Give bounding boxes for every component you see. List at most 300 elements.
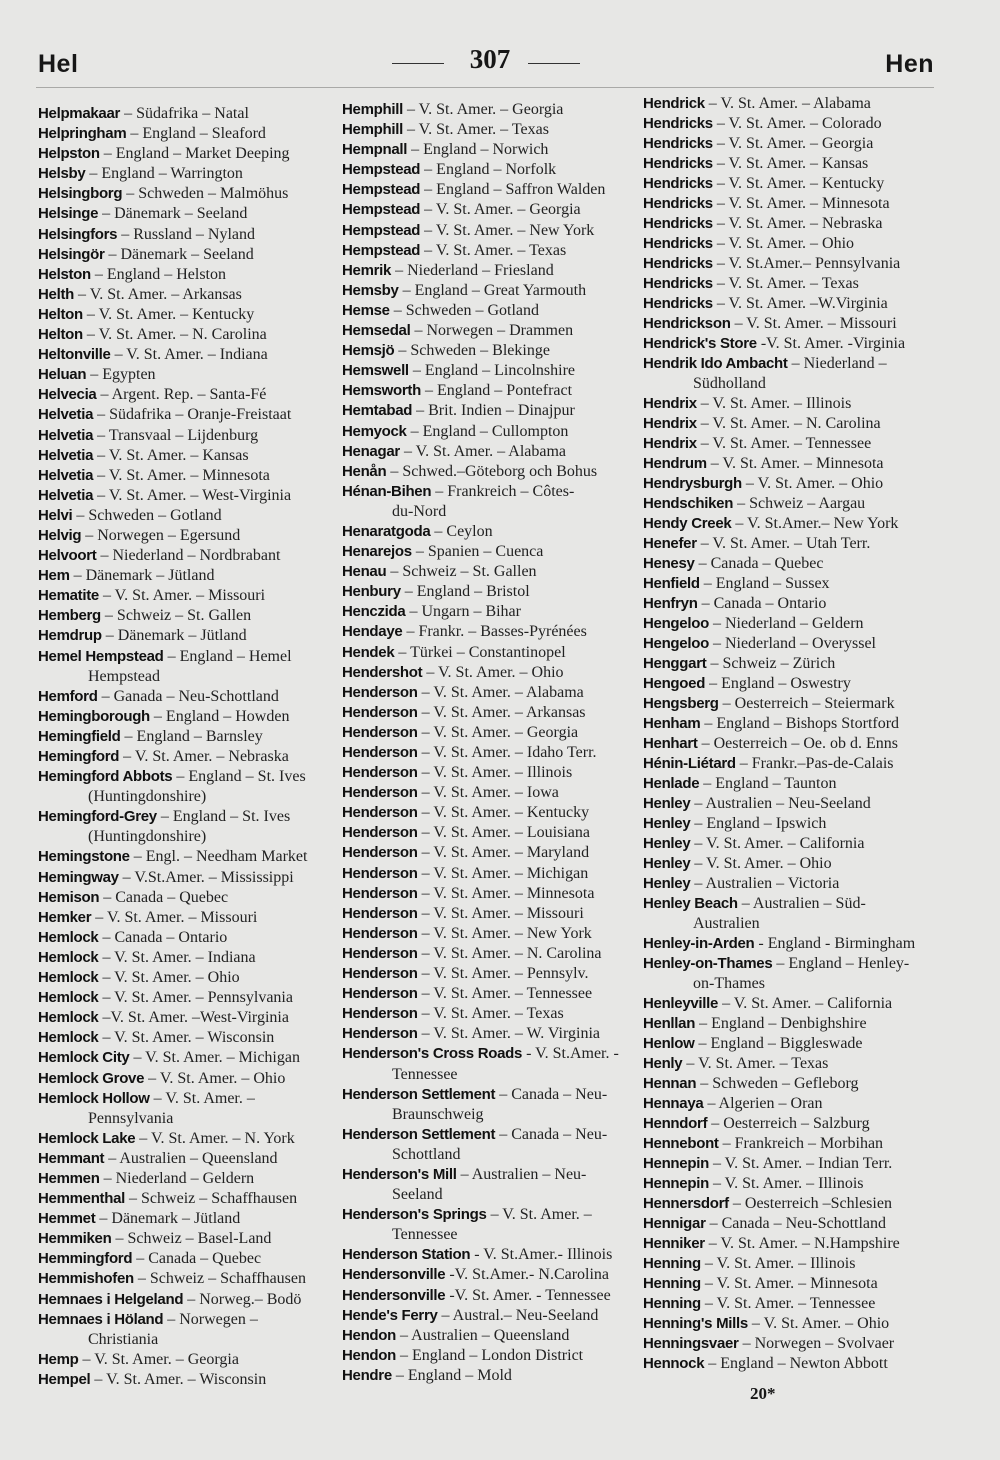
entry-line — [643, 834, 935, 854]
entry-location: – V. St. Amer. – Nebraska — [123, 748, 289, 765]
entry-line — [342, 160, 634, 180]
entry-name: Hemsedal — [342, 322, 411, 340]
entry-text — [38, 1229, 271, 1249]
entry-text — [342, 643, 566, 663]
entry-location: – V. St. Amer. – Alabama — [708, 95, 871, 112]
entry-name: Henfryn — [643, 595, 698, 612]
entry-name: Hemrik — [342, 261, 392, 279]
entry-name: Hennepin — [643, 1155, 709, 1172]
entry-name: Henning — [643, 1255, 701, 1272]
entry-location: -V. St. Amer. - Tennessee — [449, 1286, 611, 1304]
entry-text — [38, 727, 263, 747]
entry-location: – V. St. Amer. – Kansas — [716, 155, 869, 172]
entry-location: – V. St. Amer. – N. York — [139, 1129, 295, 1147]
entry-name: Henderson — [342, 924, 418, 942]
entry-location: – England – Howden — [153, 707, 290, 725]
entry-name: Hemel Hempstead — [38, 647, 164, 665]
entry-text — [643, 154, 868, 174]
entry-text — [342, 381, 572, 401]
gazetteer-entry — [643, 854, 935, 874]
entry-name: Hempstead — [342, 221, 421, 239]
entry-name: Hemyock — [342, 422, 407, 440]
entry-location: – Schweden – Blekinge — [398, 342, 550, 360]
entry-text — [342, 1306, 598, 1326]
entry-line — [643, 794, 935, 814]
entry-name: Hendersonville — [342, 1266, 446, 1284]
gazetteer-entry — [643, 454, 935, 474]
entry-line — [342, 763, 634, 783]
entry-line — [342, 622, 634, 642]
entry-name: Helpston — [38, 145, 100, 163]
gazetteer-entry — [643, 174, 935, 194]
entry-line — [38, 1350, 331, 1370]
entry-location: – V. St. Amer. – Ohio — [716, 235, 855, 252]
gazetteer-entry — [38, 164, 331, 184]
entry-text — [643, 394, 851, 414]
gazetteer-entry — [38, 526, 331, 546]
gazetteer-entry — [342, 462, 634, 482]
entry-line — [342, 1366, 634, 1386]
entry-line — [38, 385, 331, 405]
entry-text — [38, 948, 256, 968]
gazetteer-entry — [643, 1274, 935, 1294]
gazetteer-entry — [38, 586, 331, 606]
entry-location: – Australien – Süd- — [741, 895, 866, 912]
entry-location: – Schweiz – Schaffhausen — [137, 1270, 306, 1288]
gazetteer-entry — [38, 727, 331, 747]
entry-location: – England – Barnsley — [124, 727, 263, 745]
entry-text — [342, 1044, 619, 1064]
gazetteer-entry — [38, 426, 331, 446]
entry-name: Henleyville — [643, 995, 719, 1012]
entry-line — [38, 1169, 331, 1189]
gazetteer-entry — [342, 1346, 634, 1366]
entry-line — [643, 114, 935, 134]
entry-text — [342, 1004, 564, 1024]
entry-location: – Brit. Indien – Dinajpur — [416, 402, 575, 420]
entry-location: – V. St. Amer. – Indian Terr. — [712, 1155, 893, 1172]
entry-location: – Egypten — [90, 366, 156, 384]
entry-line — [643, 994, 935, 1014]
entry-line — [38, 426, 331, 446]
entry-text — [38, 626, 247, 646]
entry-text — [342, 984, 592, 1004]
entry-line — [38, 305, 331, 325]
entry-line — [342, 1245, 634, 1265]
entry-line — [643, 1294, 935, 1314]
entry-name: Helvetia — [38, 486, 94, 504]
entry-continuation: on-Thames — [693, 975, 765, 992]
entry-text — [342, 1366, 512, 1386]
gazetteer-entry — [38, 405, 331, 425]
entry-name: Henhart — [643, 735, 698, 752]
entry-line — [38, 124, 331, 144]
entry-name: Helvecia — [38, 386, 97, 404]
entry-location: – V. St. Amer. – Illinois — [704, 1255, 856, 1272]
entry-name: Hendricks — [643, 175, 713, 192]
entry-name: Henley-on-Thames — [643, 955, 773, 972]
entry-location: – V. St. Amer. – Louisiana — [421, 824, 590, 842]
gazetteer-entry — [342, 864, 634, 884]
entry-line — [38, 546, 331, 566]
entry-name: Henaratgoda — [342, 522, 431, 540]
entry-line — [342, 783, 634, 803]
entry-location: – Norwegen – — [167, 1310, 258, 1328]
entry-line — [38, 968, 331, 988]
gazetteer-entry — [643, 214, 935, 234]
entry-text — [342, 1286, 611, 1306]
entry-location: – V. St. Amer. – West-Virginia — [97, 486, 292, 504]
entry-name: Hemingford-Grey — [38, 808, 157, 826]
entry-name: Hemingway — [38, 868, 119, 886]
entry-line — [643, 154, 935, 174]
entry-name: Henley — [643, 795, 691, 812]
entry-text — [38, 365, 156, 385]
entry-location: – Australien – Neu- — [460, 1165, 587, 1183]
entry-name: Henderson's Cross Roads — [342, 1045, 523, 1063]
entry-location: – V. St. Amer. – Nebraska — [716, 215, 883, 232]
gazetteer-entry — [38, 265, 331, 285]
entry-name: Hempnall — [342, 141, 408, 159]
gazetteer-entry — [643, 1234, 935, 1254]
gazetteer-entry — [342, 401, 634, 421]
entry-text — [643, 1054, 828, 1074]
entry-location: – England – Hemel — [167, 647, 292, 665]
entry-name: Hendricks — [643, 295, 713, 312]
entry-location: – V. St. Amer. – Alabama — [403, 442, 567, 460]
entry-name: Henau — [342, 563, 387, 581]
entry-text — [342, 622, 587, 642]
entry-text — [643, 934, 915, 954]
entry-location: – Russland – Nyland — [121, 225, 255, 243]
gazetteer-entry — [643, 1034, 935, 1054]
entry-line — [38, 928, 331, 948]
entry-text — [342, 482, 574, 502]
entry-text — [342, 120, 549, 140]
gazetteer-entry — [643, 394, 935, 414]
entry-name: Hemlock — [38, 969, 99, 987]
entry-name: Hemlock — [38, 989, 99, 1007]
entry-location: – Dänemark – Jütland — [99, 1210, 241, 1228]
entry-location: – England – Sussex — [703, 575, 830, 592]
entry-text — [643, 434, 871, 454]
entry-continuation: du-Nord — [392, 502, 447, 520]
entry-text — [643, 514, 898, 534]
entry-line — [342, 1044, 634, 1064]
entry-text — [643, 874, 839, 894]
entry-text — [38, 546, 280, 566]
entry-line — [643, 714, 935, 734]
entry-location: – V. St. Amer. – Ohio — [102, 969, 240, 987]
entry-line — [643, 534, 935, 554]
entry-line — [643, 574, 935, 594]
entry-text — [342, 321, 573, 341]
entry-text — [38, 164, 243, 184]
gazetteer-entry — [643, 294, 935, 314]
gazetteer-entry — [38, 1129, 331, 1149]
gazetteer-entry — [643, 334, 935, 354]
entry-name: Henham — [643, 715, 701, 732]
entry-line — [643, 1214, 935, 1234]
entry-location: – Engl. – Needham Market — [133, 848, 308, 866]
entry-line — [643, 734, 935, 754]
entry-name: Hendrik Ido Ambacht — [643, 355, 788, 372]
entry-text — [38, 506, 222, 526]
entry-name: Hendricks — [643, 275, 713, 292]
entry-location: – Oesterreich – Steiermark — [722, 695, 895, 712]
entry-location: – V. St. Amer. – Georgia — [406, 101, 564, 118]
entry-location: – Canada – Neu- — [499, 1085, 608, 1103]
entry-name: Henderson's Mill — [342, 1165, 457, 1183]
gazetteer-entry — [342, 602, 634, 622]
entry-text — [643, 1014, 867, 1034]
entry-line — [342, 602, 634, 622]
entry-text — [643, 1254, 855, 1274]
entry-text — [643, 494, 865, 514]
gazetteer-entry — [342, 1125, 634, 1165]
entry-location: – V. St. Amer. – Missouri — [102, 587, 266, 605]
entry-name: Hempstead — [342, 181, 421, 199]
entry-text — [342, 442, 566, 462]
entry-text — [342, 582, 530, 602]
entry-text — [643, 274, 859, 294]
entry-continuation: Hempstead — [88, 667, 160, 685]
entry-text — [38, 1209, 240, 1229]
entry-location: – Austral.– Neu-Seeland — [441, 1306, 599, 1324]
entry-location: – England – Taunton — [703, 775, 837, 792]
entry-location: – Niederland – Overyssel — [712, 635, 876, 652]
entry-name: Henfield — [643, 575, 700, 592]
entry-location: – Schweden – Malmöhus — [126, 185, 289, 203]
entry-text — [38, 1008, 289, 1028]
entry-line — [643, 414, 935, 434]
entry-name: Henczida — [342, 603, 406, 621]
entry-text — [342, 1165, 586, 1185]
entry-name: Helvig — [38, 526, 82, 544]
entry-name: Hendrix — [643, 415, 697, 432]
entry-name: Hemford — [38, 687, 98, 705]
entry-line — [38, 868, 331, 888]
entry-line — [342, 1205, 634, 1225]
entry-name: Henning's Mills — [643, 1315, 748, 1332]
gazetteer-entry — [38, 687, 331, 707]
gazetteer-entry — [342, 964, 634, 984]
entry-location: – England – Norfolk — [424, 161, 557, 179]
entry-name: Helvi — [38, 506, 73, 524]
entry-location: – V. St. Amer. – Alabama — [421, 683, 584, 701]
entry-text — [38, 104, 249, 124]
entry-line — [643, 234, 935, 254]
entry-location: – Frankr. – Basses-Pyrénées — [406, 623, 587, 641]
entry-text — [342, 663, 564, 683]
entry-location: – Oesterreich –Schlesien — [732, 1195, 892, 1212]
entry-line — [643, 874, 935, 894]
entry-line — [643, 1174, 935, 1194]
gazetteer-entry — [38, 325, 331, 345]
entry-text — [342, 803, 589, 823]
entry-location: – England – Great Yarmouth — [402, 281, 587, 299]
entry-text — [643, 614, 864, 634]
gazetteer-entry — [342, 482, 634, 522]
entry-location: – V. St. Amer. – Ohio — [148, 1069, 286, 1087]
gazetteer-entry — [643, 1354, 935, 1374]
entry-text — [38, 1310, 258, 1330]
gazetteer-entry — [643, 154, 935, 174]
entry-line — [342, 823, 634, 843]
entry-location: – V. St. Amer. – N. Carolina — [421, 944, 602, 962]
entry-text — [38, 225, 255, 245]
entry-name: Hennebont — [643, 1135, 719, 1152]
gazetteer-entry — [342, 361, 634, 381]
entry-text — [643, 1174, 863, 1194]
entry-line — [342, 120, 634, 140]
entry-text — [643, 454, 884, 474]
gazetteer-entry — [38, 385, 331, 405]
entry-line — [643, 334, 935, 354]
entry-text — [38, 988, 293, 1008]
entry-text — [643, 694, 895, 714]
entry-line — [38, 586, 331, 606]
entry-text — [342, 944, 602, 964]
entry-location: – V. St. Amer. – Ohio — [751, 1315, 890, 1332]
entry-location: – V. St. Amer. – Illinois — [712, 1175, 864, 1192]
entry-line — [38, 1129, 331, 1149]
entry-location: – Südafrika – Natal — [124, 105, 249, 122]
entry-name: Henderson — [342, 965, 418, 983]
entry-text — [643, 674, 851, 694]
entry-text — [342, 160, 556, 180]
entry-text — [342, 1205, 592, 1225]
gazetteer-entry — [38, 1350, 331, 1370]
entry-line — [342, 1085, 634, 1105]
gazetteer-entry — [643, 1294, 935, 1314]
entry-location: – V. St. Amer. – Michigan — [421, 864, 589, 882]
gazetteer-entry — [38, 1048, 331, 1068]
entry-line — [38, 606, 331, 626]
entry-location: – V. St. Amer. – Indiana — [102, 948, 256, 966]
entry-text — [342, 180, 605, 200]
entry-name: Henderson Station — [342, 1246, 471, 1264]
entry-name: Hengeloo — [643, 635, 709, 652]
entry-name: Hemberg — [38, 607, 101, 625]
gazetteer-entry — [643, 634, 935, 654]
entry-location: – England – Henley- — [776, 955, 910, 972]
entry-location: – V. St. Amer. – California — [722, 995, 893, 1012]
entry-name: Henderson Settlement — [342, 1125, 496, 1143]
entry-location: -V. St.Amer.- N.Carolina — [449, 1266, 610, 1284]
gazetteer-entry — [643, 414, 935, 434]
entry-text — [342, 1085, 607, 1105]
entry-name: Heluan — [38, 366, 87, 384]
entry-text — [342, 884, 594, 904]
entry-location: – V. St. Amer. – Georgia — [82, 1350, 239, 1368]
entry-location: – Niederland – Geldern — [103, 1169, 255, 1187]
entry-location: –V. St. Amer. –West-Virginia — [102, 1009, 289, 1027]
entry-name: Hennan — [643, 1075, 697, 1092]
gazetteer-entry — [38, 285, 331, 305]
entry-location: - V. St.Amer.- Illinois — [474, 1246, 613, 1264]
entry-name: Hemlock — [38, 928, 99, 946]
entry-name: Hemswell — [342, 362, 409, 380]
entry-location: – V. St. Amer. – Missouri — [734, 315, 897, 332]
gazetteer-entry — [38, 1028, 331, 1048]
entry-name: Henniker — [643, 1235, 705, 1252]
entry-location: – V. St. Amer. – Arkansas — [421, 703, 586, 721]
gazetteer-entry — [643, 934, 935, 954]
entry-line — [38, 707, 331, 727]
entry-line — [38, 888, 331, 908]
entry-name: Hemlock Grove — [38, 1069, 145, 1087]
entry-location: – Norweg.– Bodö — [187, 1290, 302, 1308]
entry-text — [38, 466, 270, 486]
gazetteer-entry — [342, 180, 634, 200]
gazetteer-entry — [643, 1014, 935, 1034]
entry-line — [342, 703, 634, 723]
entry-name: Hengsberg — [643, 695, 719, 712]
entry-name: Hemingborough — [38, 707, 150, 725]
entry-text — [643, 854, 832, 874]
gazetteer-entry — [342, 743, 634, 763]
entry-name: Hendon — [342, 1326, 397, 1344]
entry-location: – Frankreich – Morbihan — [722, 1135, 884, 1152]
entry-location: – Schweiz – St. Gallen — [104, 607, 252, 625]
gazetteer-entry — [342, 522, 634, 542]
gazetteer-entry — [38, 345, 331, 365]
gazetteer-entry — [643, 134, 935, 154]
entry-location: – Schweiz – St. Gallen — [390, 563, 537, 581]
entry-line — [342, 442, 634, 462]
entry-location: – V. St. Amer. – Wisconsin — [102, 1029, 275, 1047]
entry-location: – Canada – Neu- — [499, 1125, 608, 1143]
gazetteer-entry — [643, 894, 935, 934]
entry-text — [38, 687, 279, 707]
entry-location: – Schweiz – Basel-Land — [115, 1230, 272, 1248]
entry-location: – England – Pontefract — [424, 382, 573, 400]
gazetteer-entry — [342, 221, 634, 241]
gazetteer-entry — [38, 204, 331, 224]
entry-location: – England – Helston — [94, 265, 226, 283]
entry-continuation: Schottland — [392, 1145, 461, 1163]
entry-text — [643, 1154, 892, 1174]
entry-name: Helsinge — [38, 205, 99, 223]
gazetteer-entry — [38, 225, 331, 245]
entry-name: Henderson — [342, 784, 418, 802]
gazetteer-entry — [643, 614, 935, 634]
entry-name: Hemmant — [38, 1149, 105, 1167]
entry-text — [643, 1334, 894, 1354]
entry-location: – Ceylon — [434, 522, 493, 540]
gazetteer-entry — [342, 1245, 634, 1265]
entry-text — [38, 1149, 278, 1169]
entry-text — [643, 754, 894, 774]
entry-line — [38, 325, 331, 345]
entry-name: Helvoort — [38, 547, 97, 565]
entry-line — [342, 261, 634, 281]
entry-name: Henderson — [342, 744, 418, 761]
entry-location: – Norwegen – Svolvaer — [742, 1335, 895, 1352]
gazetteer-entry — [342, 1085, 634, 1125]
header-rule — [36, 87, 934, 88]
gazetteer-entry — [643, 474, 935, 494]
gazetteer-entry — [38, 626, 331, 646]
entry-text — [38, 446, 249, 466]
entry-line — [38, 1269, 331, 1289]
entry-line — [643, 274, 935, 294]
entry-name: Hendrix — [643, 435, 697, 452]
entry-line — [342, 1024, 634, 1044]
entry-line — [643, 174, 935, 194]
entry-text — [643, 954, 909, 974]
